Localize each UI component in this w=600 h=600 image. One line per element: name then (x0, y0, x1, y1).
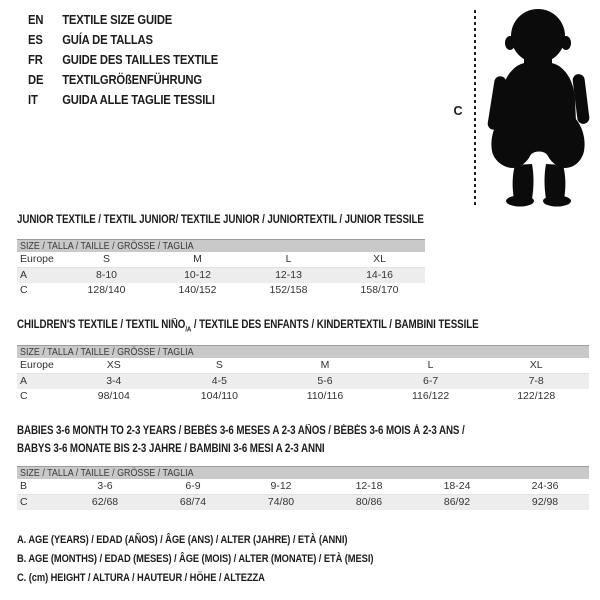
size-cell: 110/116 (306, 390, 344, 402)
size-cell: 5-6 (272, 374, 378, 390)
size-cell: L (243, 252, 334, 268)
language-code: FR (28, 53, 43, 67)
babies-title-line1: BABIES 3-6 MONTH TO 2-3 YEARS / BEBÉS 3-6 MESES A 2-3 AÑOS / BÉBÉS 3-6 MOIS À 2-3 ANS / (17, 425, 465, 437)
size-header-text: SIZE / TALLA / TAILLE / GRÖSSE / TAGLIA (20, 467, 194, 479)
size-cell: 68/74 (149, 495, 237, 511)
language-row (28, 10, 218, 30)
footnote-a: A. AGE (YEARS) / EDAD (AÑOS) / ÂGE (ANS) / ALTER (JAHRE) / ETÀ (ANNI) (17, 534, 348, 546)
language-title: GUIDA ALLE TAGLIE TESSILI (62, 93, 215, 107)
size-cell: 62/68 (61, 495, 149, 511)
footnote-b: B. AGE (MONTHS) / EDAD (MESES) / ÂGE (MOIS) / ALTER (MONATE) / ETÀ (MESI) (17, 553, 374, 565)
size-cell: 98/104 (97, 390, 130, 402)
language-title: GUIDE DES TAILLES TEXTILE (62, 53, 219, 67)
language-code: IT (28, 93, 38, 107)
size-cell: 9-12 (237, 479, 325, 495)
size-header-cell (17, 467, 589, 480)
size-cell: XS (61, 358, 167, 374)
size-cell: 18-24 (413, 479, 501, 495)
size-cell: 92/98 (501, 495, 589, 511)
size-cell: 6-7 (378, 374, 484, 390)
size-cell: 7-8 (483, 374, 589, 390)
size-cell: 152/158 (269, 284, 308, 296)
language-row (28, 50, 218, 70)
size-cell: M (272, 358, 378, 374)
row-label-cell: C (17, 495, 61, 511)
language-title-list (28, 10, 218, 110)
language-title: TEXTILE SIZE GUIDE (62, 13, 173, 27)
table-row (17, 358, 589, 374)
size-cell: XL (334, 252, 425, 268)
row-label-cell: C (20, 284, 28, 296)
babies-size-table (17, 466, 589, 510)
row-label-cell: A (17, 374, 61, 390)
row-label-cell: Europe (17, 358, 61, 374)
size-header-text: SIZE / TALLA / TAILLE / GRÖSSE / TAGLIA (20, 240, 194, 252)
size-cell: 158/170 (360, 284, 399, 296)
size-cell: 14-16 (334, 268, 425, 284)
size-cell: 128/140 (87, 284, 126, 296)
table-row (17, 495, 589, 511)
size-cell: M (152, 252, 243, 268)
babies-table-title (17, 422, 465, 458)
size-cell: 140/152 (178, 284, 217, 296)
size-cell: 104/110 (200, 390, 238, 402)
babies-title-line2: BABYS 3-6 MONATE BIS 2-3 JAHRE / BAMBINI 3-6 MESI A 2-3 ANNI (17, 443, 325, 455)
footnote-c: C. (cm) HEIGHT / ALTURA / HAUTEUR / HÖHE / ALTEZZA (17, 572, 265, 584)
size-cell: 24-36 (501, 479, 589, 495)
size-header-bar (17, 467, 589, 480)
language-title: GUÍA DE TALLAS (62, 33, 153, 47)
size-cell: S (167, 358, 273, 374)
children-title-post: / TEXTILE DES ENFANTS / KINDERTEXTIL / BAMBINI TESSILE (191, 319, 479, 331)
language-row (28, 70, 218, 90)
table-row (17, 479, 589, 495)
size-cell: 8-10 (61, 268, 152, 284)
size-header-bar (17, 240, 425, 253)
children-title-pre: CHILDREN'S TEXTILE / TEXTIL NIÑO (17, 319, 186, 331)
table-row (17, 252, 425, 268)
size-cell: 6-9 (149, 479, 237, 495)
size-cell: XL (483, 358, 589, 374)
footnotes (17, 531, 436, 588)
size-header-bar (17, 346, 589, 359)
table-row (17, 389, 589, 404)
row-label-cell: B (17, 479, 61, 495)
height-measure-dashed-line (474, 10, 476, 207)
row-label-cell: Europe (17, 252, 61, 268)
size-header-cell (17, 240, 425, 253)
children-size-table (17, 345, 589, 404)
table-row (17, 268, 425, 284)
language-row (28, 30, 218, 50)
size-cell: 12-18 (325, 479, 413, 495)
children-title-sub: /A (185, 325, 192, 334)
size-cell: 74/80 (237, 495, 325, 511)
junior-size-table (17, 239, 425, 298)
language-code: DE (28, 73, 44, 87)
row-label-cell: A (17, 268, 61, 284)
language-code: ES (28, 33, 43, 47)
size-cell: 116/122 (411, 390, 450, 402)
size-cell: 4-5 (167, 374, 273, 390)
size-cell: 86/92 (413, 495, 501, 511)
size-cell: 122/128 (517, 390, 556, 402)
size-cell: 3-6 (61, 479, 149, 495)
size-header-cell (17, 346, 589, 359)
size-cell: 3-4 (61, 374, 167, 390)
size-cell: L (378, 358, 484, 374)
children-table-title (17, 318, 479, 336)
language-title: TEXTILGRÖßENFÜHRUNG (62, 73, 202, 87)
height-measure-label: C (453, 104, 463, 118)
row-label-cell: C (20, 390, 28, 402)
junior-table-title: JUNIOR TEXTILE / TEXTIL JUNIOR/ TEXTILE JUNIOR / JUNIORTEXTIL / JUNIOR TESSILE (17, 214, 424, 226)
size-cell: S (61, 252, 152, 268)
size-cell: 12-13 (243, 268, 334, 284)
language-code: EN (28, 13, 44, 27)
table-row (17, 283, 425, 298)
table-row (17, 374, 589, 390)
language-row (28, 90, 218, 110)
size-header-text: SIZE / TALLA / TAILLE / GRÖSSE / TAGLIA (20, 346, 194, 358)
size-cell: 80/86 (325, 495, 413, 511)
toddler-silhouette (486, 8, 594, 207)
size-cell: 10-12 (152, 268, 243, 284)
